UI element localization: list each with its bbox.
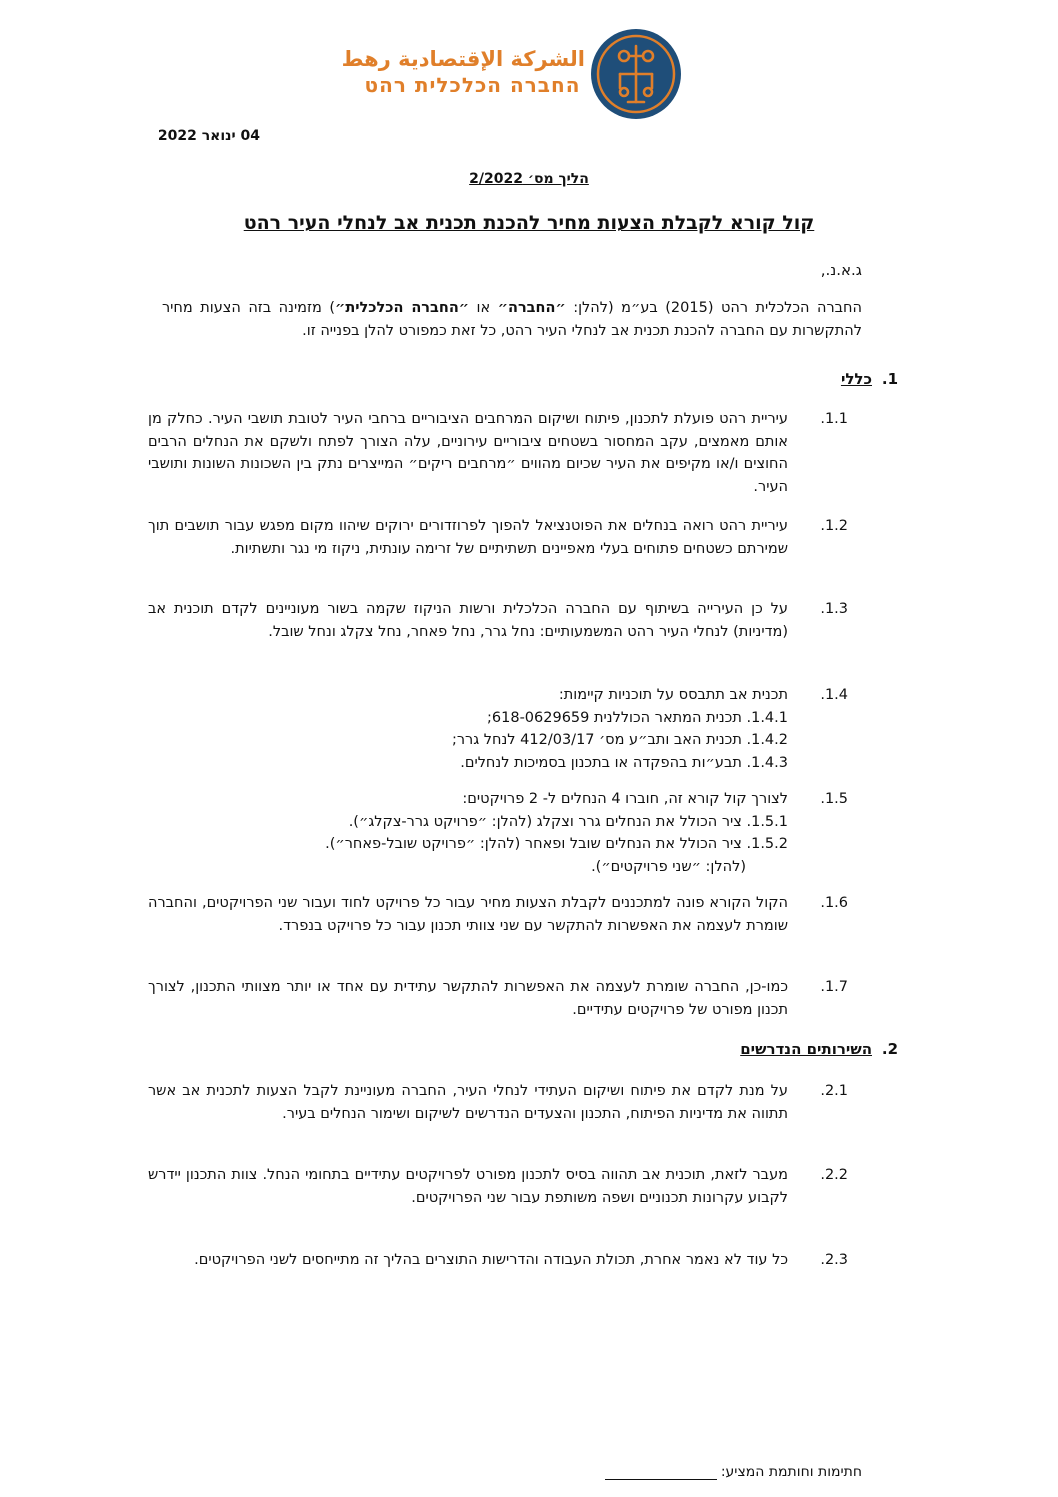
item-text: על כן העירייה בשיתוף עם החברה הכלכלית ורשות הניקוז שקמה בשור מעוניינים לקדם תוכנית אב (מדיניות) לנחלי העיר רהט המשמעותיים: נחל גרר, נחל פאחר, נחל צקלג ונחל שובל.	[148, 601, 788, 640]
logo-text	[341, 46, 585, 98]
item-number: 1.6.	[820, 895, 848, 911]
item-text: כל עוד לא נאמר אחרת, תכולת העבודה והדרישות התוצרים בהליך זה מתייחסים לשני הפרויקטים.	[194, 1252, 788, 1268]
intro-text-3: ) מזמינה בזה הצעות מחיר להתקשרות עם החברה להכנת תכנית אב לנחלי העיר רהט, כל זאת כמפורט להלן בפנייה זו.	[162, 300, 862, 339]
item-number: 1.2.	[820, 518, 848, 534]
item-number: 1.5.	[820, 791, 848, 807]
section-number: 2.	[881, 1040, 898, 1058]
item-number: 1.4.	[820, 687, 848, 703]
signature-label: חתימות וחותמת המציע:	[720, 1464, 862, 1480]
list-item-2-1	[148, 1080, 848, 1150]
list-item-1-1	[148, 408, 848, 500]
procedure-number: הליך מס׳ 2/2022	[469, 171, 589, 187]
list-item-1-4	[148, 684, 848, 776]
section-number: 1.	[881, 370, 898, 388]
item-text: כמו-כן, החברה שומרת לעצמה את האפשרות להתקשר עתידית עם אחד או יותר מצוותי התכנון, לצורך תכנון מפורט של פרויקטים עתידיים.	[148, 979, 788, 1018]
greeting: ג.א.נ.,	[820, 261, 862, 279]
list-item-2-3	[148, 1249, 848, 1297]
signature-line[interactable]	[605, 1467, 717, 1480]
list-item-1-7	[148, 976, 848, 1024]
item-body	[148, 684, 788, 774]
document-title: קול קורא לקבלת הצעות מחיר להכנת תכנית אב לנחלי העיר רהט	[243, 212, 815, 234]
item-number: 1.1.	[820, 411, 848, 427]
item-text: הקול הקורא פונה למתכננים לקבלת הצעות מחיר עבור כל פרויקט לחוד ועבור שני הפרויקטים, והחברה שומרת לעצמה את האפשרות להתקשר עם שני צוותי תכנון עבור כל פרויקט בנפרד.	[148, 895, 788, 934]
section-title: כללי	[840, 370, 872, 388]
sub-item-1-4-3: 1.4.3. תבע״ות בהפקדה או בתכנון בסמיכות לנחלים.	[460, 754, 788, 771]
intro-bold-2: ״החברה הכלכלית״	[335, 300, 470, 316]
item-lead: תכנית אב תתבסס על תוכניות קיימות:	[558, 687, 788, 703]
list-item-1-6	[148, 892, 848, 962]
item-text: על מנת לקדם את פיתוח ושיקום העתידי לנחלי העיר, החברה מעוניינת לקבל הצעות לתכנית אב אשר תתווה את מדיניות הפיתוח, התכנון והצעדים הנדרשים לשיקום ושימור הנחלים בעיר.	[148, 1083, 788, 1122]
item-tail: (להלן: ״שני פרויקטים״).	[591, 858, 746, 875]
section-heading-2	[740, 1040, 898, 1058]
list-item-1-3	[148, 598, 848, 668]
item-number: 2.2.	[820, 1167, 848, 1183]
section-heading-1	[841, 370, 898, 388]
list-item-2-2	[148, 1164, 848, 1234]
item-text: מעבר לזאת, תוכנית אב תהווה בסיס לתכנון מפורט לפרויקטים עתידיים בתחומי הנחל. צוות התכנון יידרש לקבוע עקרונות תכנוניים ושפה משותפת עבור שני הפרויקטים.	[148, 1167, 788, 1206]
intro-bold-1: ״החברה״	[497, 300, 566, 316]
logo-arabic: الشركة الإقتصادية رهط	[341, 47, 585, 71]
signature-block	[605, 1464, 862, 1480]
item-number: 1.7.	[820, 979, 848, 995]
sub-item-1-5-2: 1.5.2. ציר הכולל את הנחלים שובל ופאחר (להלן: ״פרויקט שובל-פאחר״).	[325, 836, 788, 852]
item-body	[148, 788, 788, 878]
sub-item-1-4-1: 1.4.1. תכנית המתאר הכוללנית 618-0629659;	[487, 709, 788, 726]
document-date: 04 ינואר 2022	[157, 128, 260, 144]
sub-item-1-4-2: 1.4.2. תכנית האב ותב״ע מס׳ 412/03/17 לנחל גרר;	[451, 732, 788, 748]
section-title: השירותים הנדרשים	[740, 1040, 872, 1058]
item-text: עיריית רהט פועלת לתכנון, פיתוח ושיקום המרחבים הציבוריים ברחבי העיר לטובת תושבי העיר. כחלק מן אותם מאמצים, עקב המחסור בשטחים ציבוריים עירוניים, עלה הצורך לפתח ולשקם את הנחלים הרבים החוצים ו/או מקיפים את העיר שכיום מהווים ״מרחבים ריקים״ המייצרים נתק בין השכונות השונות ותושבי העיר.	[148, 411, 788, 495]
intro-paragraph	[162, 297, 862, 342]
item-number: 2.3.	[820, 1252, 848, 1268]
item-text: עיריית רהט רואה בנחלים את הפוטנציאל להפוך לפרוזדורים ירוקים שיהוו מקום מפגש עבור תושבים תוך שמירתם כשטחים פתוחים בעלי מאפיינים תשתיתיים של זרימה עונתית, ניקוז מי נגר ותשתיות.	[148, 518, 788, 557]
item-number: 2.1.	[820, 1083, 848, 1099]
sub-item-1-5-1: 1.5.1. ציר הכולל את הנחלים גרר וצקלג (להלן: ״פרויקט גרר-צקלג״).	[348, 813, 788, 830]
intro-text-2: או	[469, 300, 498, 316]
item-number: 1.3.	[820, 601, 848, 617]
logo-hebrew: החברה הכלכלית רהט	[364, 73, 581, 97]
list-item-1-5	[148, 788, 848, 880]
logo-emblem-icon	[590, 28, 682, 120]
list-item-1-2	[148, 515, 848, 585]
intro-text-1: החברה הכלכלית רהט (2015) בע״מ (להלן:	[565, 300, 862, 316]
item-lead: לצורך קול קורא זה, חוברו 4 הנחלים ל- 2 פרויקטים:	[462, 791, 788, 807]
